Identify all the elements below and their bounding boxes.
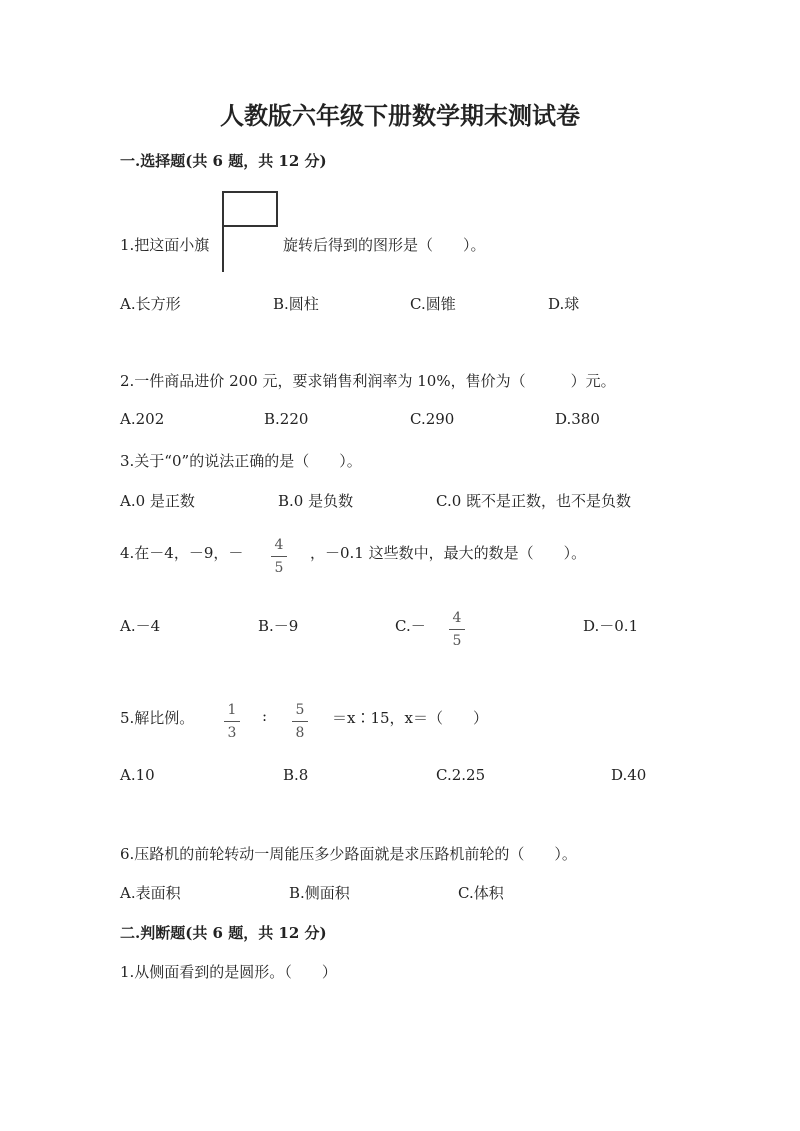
q1-option-b[interactable]: B.圆柱 <box>273 295 319 313</box>
q6-option-a[interactable]: A.表面积 <box>120 884 181 902</box>
q6-option-b[interactable]: B.侧面积 <box>289 884 350 902</box>
q1-option-d[interactable]: D.球 <box>548 295 580 313</box>
fraction-bar <box>449 629 465 630</box>
q5-option-b[interactable]: B.8 <box>283 766 309 784</box>
question-2-text: 2.一件商品进价 200 元，要求销售利润率为 10%，售价为（ ）元。 <box>120 372 616 390</box>
q4-option-b[interactable]: B.－9 <box>258 617 299 635</box>
question-4-suffix: ，－0.1 这些数中，最大的数是（ ）。 <box>310 544 587 562</box>
fraction-bar <box>292 721 308 722</box>
q1-option-a[interactable]: A.长方形 <box>120 295 181 313</box>
question-3-text: 3.关于“0”的说法正确的是（ ）。 <box>120 452 362 470</box>
q5-option-d[interactable]: D.40 <box>611 766 647 784</box>
q4-option-d[interactable]: D.－0.1 <box>583 617 639 635</box>
fraction-bar <box>224 721 240 722</box>
flag-icon <box>220 190 280 274</box>
q3-option-a[interactable]: A.0 是正数 <box>120 492 195 510</box>
question-6-text: 6.压路机的前轮转动一周能压多少路面就是求压路机前轮的（ ）。 <box>120 845 577 863</box>
fraction-denominator: 5 <box>274 560 284 576</box>
fraction-denominator: 5 <box>452 633 462 649</box>
q2-option-d[interactable]: D.380 <box>555 410 600 428</box>
section-heading-choice: 一.选择题(共 6 题，共 12 分) <box>120 152 327 170</box>
q2-option-a[interactable]: A.202 <box>120 410 165 428</box>
q4-option-c[interactable]: C.－ <box>395 617 426 635</box>
option-c-fraction <box>448 609 466 650</box>
q1-option-c[interactable]: C.圆锥 <box>410 295 456 313</box>
question-4-prefix: 4.在－4，－9，－ <box>120 544 244 562</box>
fraction-bar <box>271 556 287 557</box>
q5-option-c[interactable]: C.2.25 <box>436 766 486 784</box>
fraction-one-third <box>223 701 241 742</box>
q5-option-a[interactable]: A.10 <box>120 766 155 784</box>
fraction-numerator: 1 <box>227 702 237 718</box>
q6-option-c[interactable]: C.体积 <box>458 884 504 902</box>
fraction-numerator: 4 <box>452 610 462 626</box>
question-5-prefix: 5.解比例。 <box>120 709 195 727</box>
fraction-five-eighths <box>291 701 309 742</box>
question-5-suffix: ＝x∶15，x＝（ ） <box>332 709 489 727</box>
section-heading-true-false: 二.判断题(共 6 题，共 12 分) <box>120 924 327 942</box>
fraction-four-fifths <box>270 536 288 577</box>
fraction-numerator: 4 <box>274 537 284 553</box>
page-title: 人教版六年级下册数学期末测试卷 <box>220 101 580 130</box>
question-1-prefix: 1.把这面小旗 <box>120 236 210 254</box>
q2-option-c[interactable]: C.290 <box>410 410 455 428</box>
q4-option-a[interactable]: A.－4 <box>120 617 161 635</box>
ratio-colon: : <box>262 707 268 725</box>
q3-option-b[interactable]: B.0 是负数 <box>278 492 354 510</box>
q3-option-c[interactable]: C.0 既不是正数，也不是负数 <box>436 492 632 510</box>
fraction-denominator: 3 <box>227 725 237 741</box>
fraction-denominator: 8 <box>295 725 305 741</box>
fraction-numerator: 5 <box>295 702 305 718</box>
q2-option-b[interactable]: B.220 <box>264 410 309 428</box>
true-false-question-1: 1.从侧面看到的是圆形。（ ） <box>120 963 337 981</box>
question-1-suffix: 旋转后得到的图形是（ ）。 <box>283 236 486 254</box>
